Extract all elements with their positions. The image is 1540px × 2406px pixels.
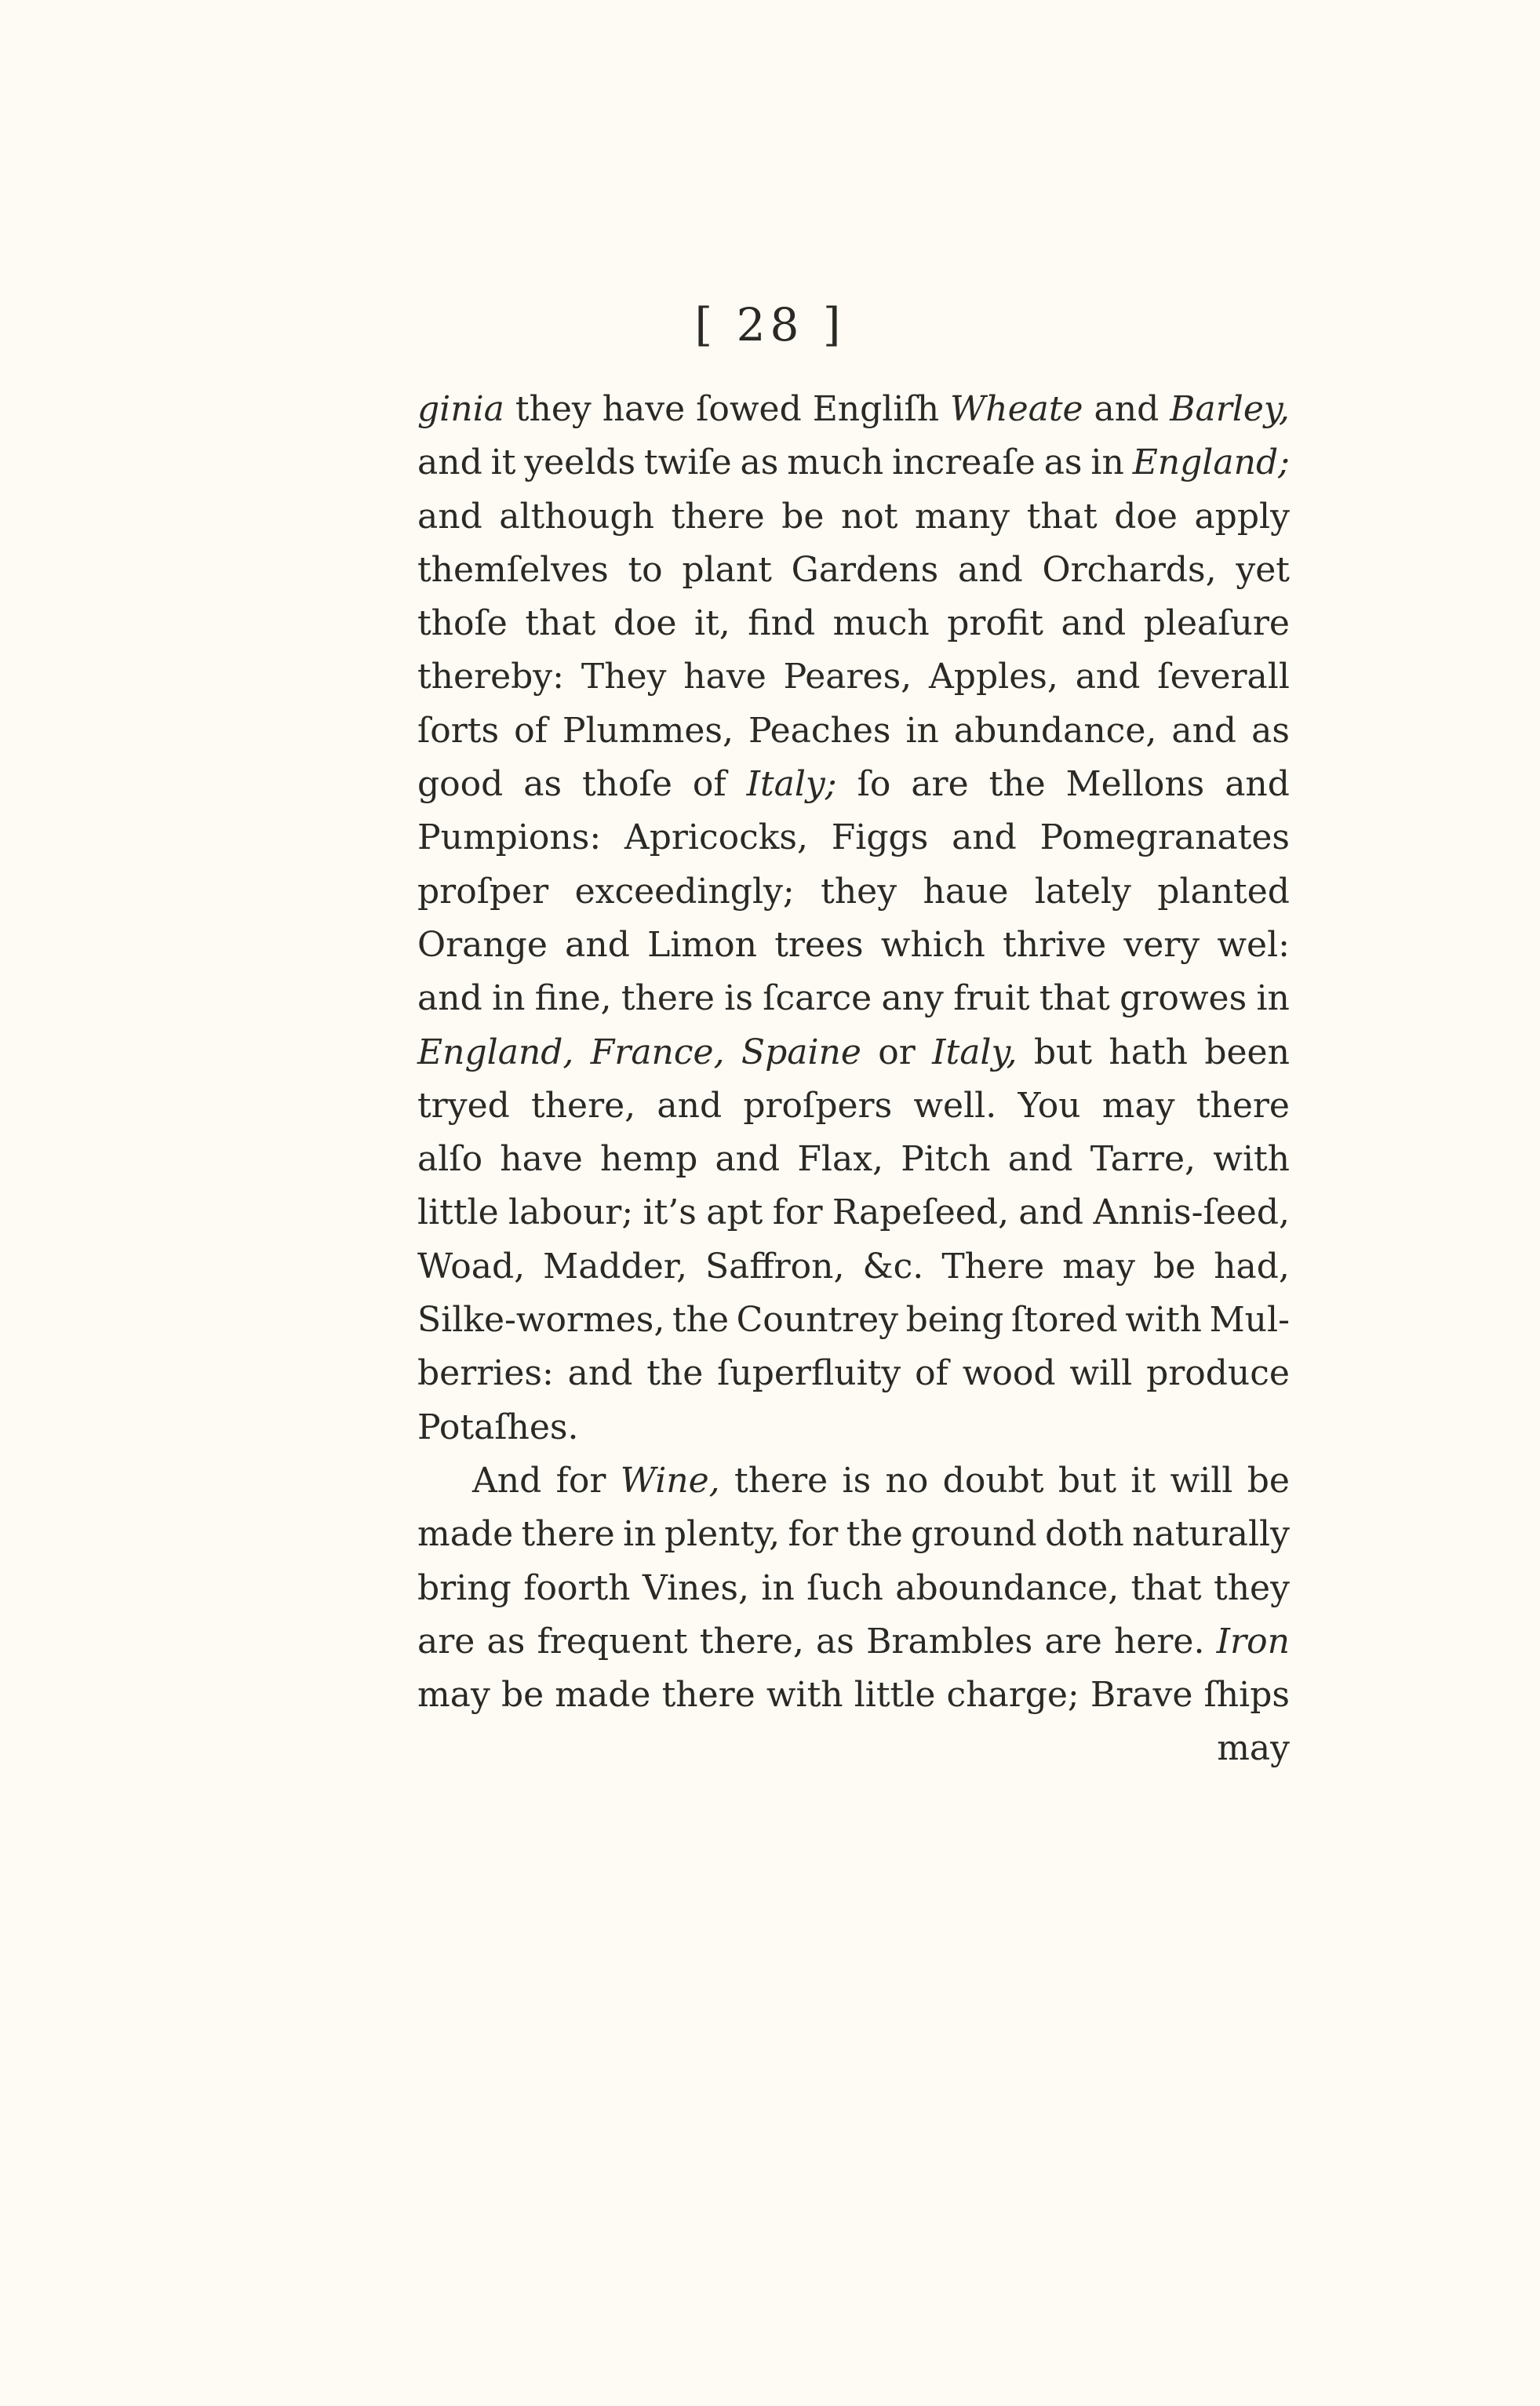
word: Iron: [1216, 1621, 1290, 1662]
word: Saffron,: [705, 1246, 845, 1287]
catchword: may: [1217, 1728, 1290, 1769]
word: ginia: [417, 389, 504, 429]
word: and: [1171, 710, 1237, 751]
word: there: [521, 1514, 615, 1555]
word: proſper: [417, 871, 549, 912]
word: been: [1204, 1032, 1290, 1072]
text-line: [417, 1026, 1290, 1079]
word: little: [417, 1192, 499, 1233]
word: may: [1101, 1085, 1175, 1126]
word: There: [941, 1246, 1045, 1287]
word: made: [417, 1514, 514, 1555]
text-line: [417, 1186, 1290, 1239]
word: lately: [1034, 871, 1131, 912]
word: there,: [531, 1085, 636, 1126]
word: but: [1058, 1460, 1117, 1501]
word: and: [657, 1085, 723, 1126]
word: Gardens: [791, 549, 939, 590]
word: Apples,: [929, 657, 1058, 697]
word: You: [1018, 1085, 1081, 1126]
word: many: [915, 496, 1010, 537]
word: and: [1061, 603, 1127, 644]
word: be: [501, 1675, 544, 1716]
word: as: [740, 442, 779, 483]
word: in: [623, 1514, 657, 1555]
text-line: [417, 919, 1290, 972]
word: hath: [1109, 1032, 1188, 1072]
word: naturally: [1132, 1514, 1290, 1555]
word: Rapeſeed,: [832, 1192, 1009, 1233]
word: it,: [694, 603, 730, 644]
word: be: [1247, 1460, 1290, 1501]
word: the: [988, 764, 1046, 805]
word: it’s: [643, 1192, 697, 1233]
word: ſeverall: [1157, 657, 1290, 697]
word: have: [683, 657, 766, 697]
word: pleaſure: [1143, 603, 1290, 644]
word: of: [915, 1353, 948, 1394]
word: wel:: [1217, 924, 1290, 965]
word: Countrey: [736, 1300, 899, 1341]
text-line: [417, 436, 1290, 490]
word: find: [748, 603, 816, 644]
word: fruit: [953, 978, 1030, 1019]
word: doe: [1114, 496, 1178, 537]
word: well.: [913, 1085, 997, 1126]
word: which: [880, 924, 985, 965]
word: Barley,: [1170, 389, 1290, 429]
word: abundance,: [953, 710, 1157, 751]
word: ſtored: [1010, 1300, 1118, 1341]
word: Flax,: [797, 1139, 884, 1180]
word: in: [1256, 978, 1290, 1019]
word: doubt: [942, 1460, 1044, 1501]
word: England;: [1132, 442, 1290, 483]
word: Brambles: [866, 1621, 1033, 1662]
word: France,: [590, 1032, 725, 1072]
word: as: [816, 1621, 854, 1662]
word: Potaſhes.: [417, 1407, 579, 1447]
word: be: [781, 496, 825, 537]
word: yet: [1236, 549, 1290, 590]
word: Peares,: [783, 657, 912, 697]
word: ground: [911, 1514, 1037, 1555]
word: and: [1225, 764, 1290, 805]
word: are: [1044, 1621, 1102, 1662]
word: Brave: [1090, 1675, 1193, 1716]
word: haue: [923, 871, 1009, 912]
word: Woad,: [417, 1246, 526, 1287]
text-line: [417, 865, 1290, 919]
word: that: [1130, 1567, 1202, 1608]
word: themſelves: [417, 549, 609, 590]
word: to: [628, 549, 663, 590]
word: being: [905, 1300, 1004, 1341]
text-line: [417, 1401, 1290, 1454]
word: and: [958, 549, 1023, 590]
text-line: [417, 1294, 1290, 1347]
word: plenty,: [664, 1514, 781, 1555]
word: ſuperfluity: [717, 1353, 901, 1394]
word: ſowed: [696, 389, 802, 429]
word: trees: [774, 924, 864, 965]
text-line: [417, 972, 1290, 1025]
word: Vines,: [642, 1567, 749, 1608]
word: bring: [417, 1567, 512, 1608]
text-line: [417, 1562, 1290, 1615]
word: And: [472, 1460, 542, 1501]
word: Plummes,: [562, 710, 734, 751]
word: produce: [1146, 1353, 1290, 1394]
word: as: [486, 1621, 526, 1662]
word: not: [840, 496, 898, 537]
word: ſcarce: [763, 978, 872, 1019]
word: tryed: [417, 1085, 510, 1126]
word: Peaches: [748, 710, 891, 751]
word: yeelds: [524, 442, 636, 483]
text-line: [417, 1508, 1290, 1561]
word: although: [499, 496, 654, 537]
word: in: [492, 978, 526, 1019]
page-number: [ 28 ]: [694, 298, 846, 351]
word: aboundance,: [895, 1567, 1120, 1608]
word: Engliſh: [812, 389, 940, 429]
text-line: [417, 1347, 1290, 1400]
word: growes: [1120, 978, 1247, 1019]
word: with: [1125, 1300, 1203, 1341]
word: They: [581, 657, 667, 697]
word: that: [1039, 978, 1110, 1019]
word: the: [646, 1353, 704, 1394]
word: there: [1196, 1085, 1290, 1126]
word: ſorts: [417, 710, 500, 751]
word: apt: [706, 1192, 763, 1233]
word: there: [734, 1460, 828, 1501]
word: may: [417, 1675, 490, 1716]
word: any: [881, 978, 944, 1019]
word: Limon: [647, 924, 757, 965]
word: proſpers: [743, 1085, 893, 1126]
word: doth: [1045, 1514, 1124, 1555]
word: berries:: [417, 1353, 554, 1394]
word: they: [1214, 1567, 1290, 1608]
word: there,: [699, 1621, 804, 1662]
word: as: [1251, 710, 1290, 751]
word: Pumpions:: [417, 817, 602, 858]
word: Wheate: [950, 389, 1083, 429]
text-line: [417, 1133, 1290, 1186]
word: Mellons: [1065, 764, 1205, 805]
text-line: [417, 758, 1290, 811]
word: that: [525, 603, 596, 644]
text-line: [417, 1079, 1290, 1133]
word: for: [772, 1192, 823, 1233]
word: and: [417, 978, 482, 1019]
word: and: [567, 1353, 633, 1394]
word: here.: [1114, 1621, 1205, 1662]
word: twiſe: [643, 442, 732, 483]
text-line: [417, 811, 1290, 864]
word: very: [1123, 924, 1200, 965]
word: Annis-ſeed,: [1093, 1192, 1290, 1233]
word: plant: [682, 549, 772, 590]
text-line: [417, 704, 1290, 758]
word: Wine,: [620, 1460, 720, 1501]
word: of: [514, 710, 548, 751]
word: with: [1213, 1139, 1290, 1180]
word: there: [621, 978, 715, 1019]
word: are: [911, 764, 969, 805]
word: charge;: [946, 1675, 1079, 1716]
word: but: [1033, 1032, 1093, 1072]
word: hemp: [599, 1139, 698, 1180]
word: good: [417, 764, 504, 805]
word: Italy,: [932, 1032, 1018, 1072]
word: is: [724, 978, 753, 1019]
word: and: [1075, 657, 1141, 697]
word: as: [1043, 442, 1083, 483]
word: thrive: [1003, 924, 1107, 965]
word: have: [602, 389, 686, 429]
word: they: [821, 871, 897, 912]
word: exceedingly;: [574, 871, 795, 912]
word: Figgs: [831, 817, 929, 858]
word: and: [1094, 389, 1160, 429]
word: wood: [962, 1353, 1056, 1394]
text-line: [417, 597, 1290, 650]
word: Orchards,: [1042, 549, 1217, 590]
word: ſo: [857, 764, 891, 805]
word: much: [787, 442, 884, 483]
word: made: [555, 1675, 651, 1716]
word: Apricocks,: [624, 817, 808, 858]
text-line: [417, 1454, 1290, 1508]
word: thoſe: [582, 764, 672, 805]
word: ſuch: [806, 1567, 883, 1608]
word: and: [715, 1139, 781, 1180]
word: alſo: [417, 1139, 483, 1180]
word: and: [1007, 1139, 1073, 1180]
word: in: [761, 1567, 795, 1608]
word: Madder,: [543, 1246, 687, 1287]
word: profit: [947, 603, 1043, 644]
word: it: [490, 442, 516, 483]
word: be: [1152, 1246, 1196, 1287]
word: ſhips: [1203, 1675, 1290, 1716]
word: Spaine: [741, 1032, 861, 1072]
word: foorth: [523, 1567, 631, 1608]
word: England,: [417, 1032, 574, 1072]
word: little: [854, 1675, 936, 1716]
word: in: [905, 710, 939, 751]
word: increaſe: [892, 442, 1036, 483]
word: may: [1062, 1246, 1135, 1287]
text-line: [417, 650, 1290, 704]
word: as: [523, 764, 562, 805]
word: there: [661, 1675, 755, 1716]
word: they: [515, 389, 592, 429]
word: and: [952, 817, 1017, 858]
text-line: [417, 1240, 1290, 1294]
word: Pitch: [901, 1139, 991, 1180]
word: no: [885, 1460, 929, 1501]
word: labour;: [508, 1192, 634, 1233]
text-line: [417, 490, 1290, 544]
word: with: [766, 1675, 843, 1716]
word: are: [417, 1621, 475, 1662]
word: &c.: [862, 1246, 924, 1287]
word: thereby:: [417, 657, 564, 697]
word: had,: [1214, 1246, 1290, 1287]
word: the: [846, 1514, 903, 1555]
word: for: [788, 1514, 839, 1555]
word: doe: [613, 603, 677, 644]
word: Orange: [417, 924, 548, 965]
word: fine,: [534, 978, 612, 1019]
word: and: [565, 924, 630, 965]
word: Silke-wormes,: [417, 1300, 665, 1341]
word: will: [1069, 1353, 1133, 1394]
word: is: [842, 1460, 872, 1501]
word: that: [1026, 496, 1098, 537]
word: there: [671, 496, 765, 537]
word: thoſe: [417, 603, 508, 644]
text-line: [417, 383, 1290, 436]
word: Mul-: [1209, 1300, 1290, 1341]
word: and: [417, 442, 482, 483]
catchword-line: [417, 1722, 1290, 1775]
word: Pomegranates: [1039, 817, 1290, 858]
word: Italy;: [746, 764, 837, 805]
word: and: [417, 496, 482, 537]
word: much: [832, 603, 930, 644]
word: the: [672, 1300, 730, 1341]
word: planted: [1157, 871, 1290, 912]
word: will: [1170, 1460, 1233, 1501]
text-line: [417, 544, 1290, 597]
word: Tarre,: [1090, 1139, 1196, 1180]
word: for: [555, 1460, 606, 1501]
text-line: [417, 1669, 1290, 1722]
body-text: [417, 383, 1290, 1776]
word: of: [692, 764, 726, 805]
word: have: [500, 1139, 583, 1180]
text-line: [417, 1615, 1290, 1669]
word: frequent: [537, 1621, 688, 1662]
word: in: [1090, 442, 1124, 483]
word: apply: [1194, 496, 1290, 537]
word: or: [878, 1032, 916, 1072]
word: it: [1130, 1460, 1156, 1501]
word: and: [1018, 1192, 1084, 1233]
